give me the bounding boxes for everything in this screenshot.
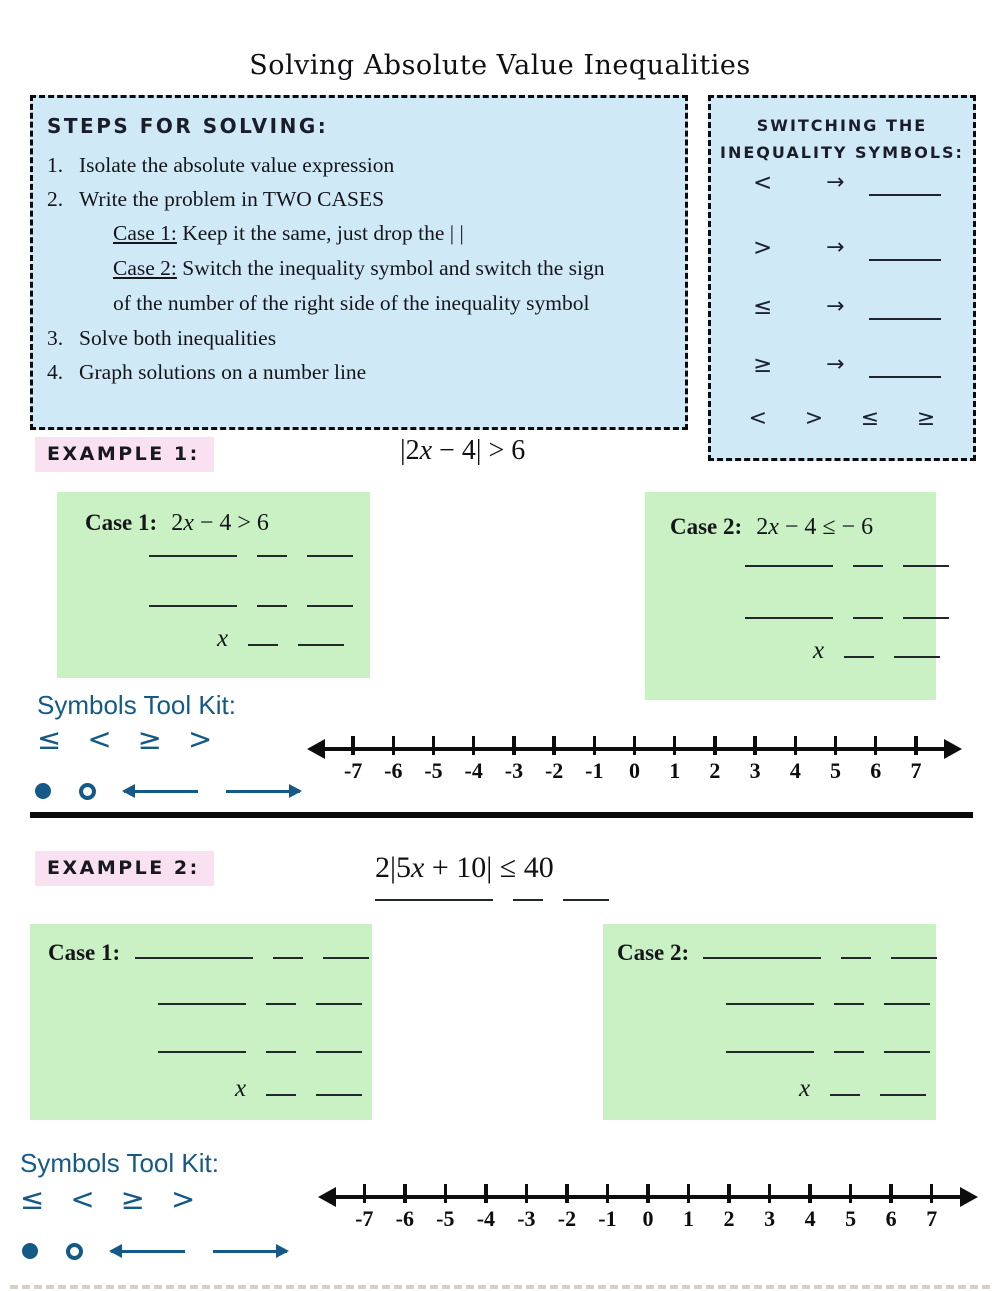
work-blank-row: [726, 1050, 930, 1053]
numberline-tick-label: -1: [574, 733, 614, 784]
work-blank[interactable]: [834, 1050, 864, 1053]
work-blank-row: [745, 616, 949, 619]
case2-heading: [617, 940, 689, 966]
work-blank-row: [158, 1002, 362, 1005]
numberline-tick-label: -2: [547, 1181, 588, 1232]
work-blank[interactable]: [316, 1002, 362, 1005]
work-blank-row: [149, 604, 353, 607]
work-blank[interactable]: [135, 956, 253, 959]
right-arrow-icon: →: [826, 352, 845, 377]
example2-case1-box: [30, 924, 372, 1120]
case1-heading: [48, 940, 120, 966]
work-blank[interactable]: [149, 554, 237, 557]
page-title: Solving Absolute Value Inequalities: [249, 50, 751, 81]
example2-equation: [375, 851, 554, 885]
closed-dot-icon[interactable]: [35, 783, 51, 799]
example2-case2-box: [603, 924, 936, 1120]
example1-equation: [400, 435, 525, 467]
equation-variable: x: [419, 435, 433, 466]
example1-case1-box: [57, 492, 370, 678]
case1-label: Case 1:: [85, 510, 158, 535]
numberline-tick-label: 5: [815, 733, 855, 784]
left-ray-icon[interactable]: [124, 790, 198, 793]
work-blank[interactable]: [323, 956, 369, 959]
switching-symbols-box: [708, 95, 976, 461]
equation-part: 2|5: [375, 851, 412, 884]
work-blank[interactable]: [257, 604, 287, 607]
answer-blank[interactable]: [316, 1093, 362, 1096]
work-blank[interactable]: [841, 956, 871, 959]
steps-case1-line: [113, 216, 673, 251]
case2-label: Case 2:: [617, 940, 690, 965]
answer-blank[interactable]: [248, 643, 278, 646]
switching-heading: [711, 112, 973, 166]
case2-label: Case 2:: [113, 256, 177, 280]
work-blank[interactable]: [703, 956, 821, 959]
switch-row-lt: [711, 170, 973, 204]
toolkit1-title: Symbols Tool Kit:: [37, 690, 236, 720]
work-blank[interactable]: [266, 1002, 296, 1005]
steps-box: [30, 95, 688, 430]
work-blank[interactable]: [158, 1050, 246, 1053]
case2-label: Case 2:: [670, 514, 743, 539]
numberline-tick-label: 1: [668, 1181, 709, 1232]
symbol-option-token[interactable]: <: [748, 406, 768, 431]
work-blank[interactable]: [903, 564, 949, 567]
numberline-tick-label: -6: [385, 1181, 426, 1232]
switch-row-gt: [711, 235, 973, 269]
toolkit-symbol-token[interactable]: ≤: [20, 1182, 45, 1216]
numberline-tick-label: 3: [735, 733, 775, 784]
work-blank[interactable]: [266, 1050, 296, 1053]
right-arrow-icon: →: [826, 170, 845, 195]
steps-case2-line: [113, 251, 673, 286]
work-blank[interactable]: [273, 956, 303, 959]
numberline-tick-label: 0: [628, 1181, 669, 1232]
equation-part: |2: [400, 435, 420, 466]
switching-heading-line2: INEQUALITY SYMBOLS:: [720, 143, 964, 162]
answer-blank[interactable]: [844, 655, 874, 658]
solution-row: [235, 1075, 362, 1102]
right-arrow-icon: →: [826, 235, 845, 260]
work-blank[interactable]: [834, 1002, 864, 1005]
equation-variable: x: [411, 851, 425, 884]
work-blank[interactable]: [745, 564, 833, 567]
switch-row-le: [711, 294, 973, 328]
equation-part: + 10| ≤ 40: [424, 851, 554, 884]
work-blank[interactable]: [513, 898, 543, 901]
closed-dot-icon[interactable]: [22, 1243, 38, 1259]
work-blank[interactable]: [891, 956, 937, 959]
case1-label: Case 1:: [48, 940, 121, 965]
step-item-4: [45, 355, 673, 389]
numberline-tick-label: 2: [709, 1181, 750, 1232]
left-ray-icon[interactable]: [111, 1250, 185, 1253]
numberline-tick-label: -3: [506, 1181, 547, 1232]
work-blank[interactable]: [745, 616, 833, 619]
work-blank[interactable]: [375, 898, 493, 901]
numberline-tick-label: -1: [587, 1181, 628, 1232]
switch-symbol-options: [711, 406, 973, 431]
numberline-ticks: [333, 733, 936, 784]
numberline-tick-label: 6: [871, 1181, 912, 1232]
numberline-tick-label: -3: [494, 733, 534, 784]
work-blank-row: [149, 554, 353, 557]
symbol-option-token[interactable]: ≥: [916, 406, 936, 431]
toolkit2-title: Symbols Tool Kit:: [20, 1148, 219, 1178]
toolkit-symbol-token[interactable]: ≥: [137, 722, 162, 756]
toolkit-symbol-token[interactable]: <: [70, 1182, 95, 1216]
work-blank-row: [726, 1002, 930, 1005]
right-ray-icon[interactable]: [226, 790, 300, 793]
solution-row: [813, 637, 940, 664]
answer-blank[interactable]: [298, 643, 344, 646]
work-blank-row: [703, 956, 937, 959]
work-blank[interactable]: [884, 1050, 930, 1053]
step-item-1: [45, 148, 673, 182]
numberline-ticks: [344, 1181, 952, 1232]
symbol-option-token[interactable]: >: [804, 406, 824, 431]
toolkit1-symbols: [37, 722, 212, 756]
step-item-3: [45, 321, 673, 355]
step-text: Graph solutions on a number line: [79, 360, 367, 384]
step-item-2: [45, 182, 673, 216]
work-blank-row: [745, 564, 949, 567]
switching-heading-line1: SWITCHING THE: [756, 116, 928, 135]
switch-answer-blank-le[interactable]: [869, 318, 941, 320]
equation-part: − 4 ≤ − 6: [778, 514, 874, 540]
step-text: Write the problem in TWO CASES: [79, 187, 385, 211]
example1-case2-box: [645, 492, 936, 700]
numberline-tick-label: -7: [333, 733, 373, 784]
work-blank[interactable]: [884, 1002, 930, 1005]
work-blank-row: [158, 1050, 362, 1053]
step-number: 1.: [47, 153, 64, 177]
numberline-tick-label: 5: [830, 1181, 871, 1232]
example2-isolate-blank-row: [375, 898, 609, 901]
answer-blank[interactable]: [266, 1093, 296, 1096]
equation-part: − 4 > 6: [193, 510, 269, 536]
next-box-edge: [10, 1285, 990, 1289]
numberline-tick-label: 2: [695, 733, 735, 784]
step-text: Isolate the absolute value expression: [79, 153, 395, 177]
toolkit-symbol-token[interactable]: ≥: [120, 1182, 145, 1216]
step-number: 4.: [47, 360, 64, 384]
numberline-tick-label: -5: [425, 1181, 466, 1232]
example2-label: EXAMPLE 2:: [35, 851, 214, 886]
lt-symbol: <: [753, 170, 773, 196]
toolkit2-symbols: [20, 1182, 195, 1216]
le-symbol: ≤: [753, 294, 773, 320]
numberline-tick-label: 4: [775, 733, 815, 784]
case2-text: Switch the inequality symbol and switch the sign: [176, 256, 605, 280]
right-arrow-icon: →: [826, 294, 845, 319]
switch-answer-blank-gt[interactable]: [869, 259, 941, 261]
step-number: 2.: [47, 187, 64, 211]
numberline-tick-label: 0: [614, 733, 654, 784]
step-number: 3.: [47, 326, 64, 350]
equation-part: 2: [171, 510, 184, 536]
numberline-tick-label: -2: [534, 733, 574, 784]
work-blank[interactable]: [158, 1002, 246, 1005]
case1-label: Case 1:: [113, 221, 177, 245]
section-divider: [30, 812, 973, 818]
solution-row: [217, 625, 344, 652]
toolkit1-graph-tokens: [35, 780, 300, 802]
x-variable: x: [799, 1075, 811, 1102]
work-blank[interactable]: [307, 604, 353, 607]
equation-part: − 4| > 6: [432, 435, 526, 466]
answer-blank[interactable]: [830, 1093, 860, 1096]
work-blank[interactable]: [726, 1050, 814, 1053]
numberline-tick-label: -7: [344, 1181, 385, 1232]
answer-blank[interactable]: [894, 655, 940, 658]
switch-answer-blank-ge[interactable]: [869, 376, 941, 378]
toolkit-symbol-token[interactable]: >: [187, 722, 213, 756]
numberline-tick-label: 4: [790, 1181, 831, 1232]
work-blank[interactable]: [853, 564, 883, 567]
switch-row-ge: [711, 352, 973, 386]
equation-variable: x: [183, 510, 194, 536]
equation-part: 2: [756, 514, 769, 540]
case1-heading: [85, 510, 269, 537]
numberline-tick-label: -4: [466, 1181, 507, 1232]
work-blank[interactable]: [307, 554, 353, 557]
toolkit-symbol-token[interactable]: ≤: [37, 722, 62, 756]
x-variable: x: [235, 1075, 247, 1102]
numberline-tick-label: -6: [373, 733, 413, 784]
answer-blank[interactable]: [880, 1093, 926, 1096]
toolkit-symbol-token[interactable]: <: [87, 722, 112, 756]
numberline-tick-label: 7: [896, 733, 936, 784]
switch-answer-blank-lt[interactable]: [869, 194, 941, 196]
work-blank[interactable]: [903, 616, 949, 619]
x-variable: x: [813, 637, 825, 664]
numberline-tick-label: -4: [454, 733, 494, 784]
numberline-tick-label: -5: [413, 733, 453, 784]
example1-label: EXAMPLE 1:: [35, 437, 214, 472]
solution-row: [799, 1075, 926, 1102]
x-variable: x: [217, 625, 229, 652]
work-blank[interactable]: [316, 1050, 362, 1053]
numberline-example2[interactable]: [318, 1181, 978, 1243]
numberline-tick-label: 6: [856, 733, 896, 784]
step-text: Solve both inequalities: [79, 326, 277, 350]
case2-heading: [670, 514, 873, 541]
open-dot-icon[interactable]: [79, 783, 96, 800]
equation-variable: x: [768, 514, 779, 540]
numberline-tick-label: 1: [655, 733, 695, 784]
work-blank[interactable]: [257, 554, 287, 557]
open-dot-icon[interactable]: [66, 1243, 83, 1260]
right-ray-icon[interactable]: [213, 1250, 287, 1253]
work-blank[interactable]: [563, 898, 609, 901]
work-blank[interactable]: [853, 616, 883, 619]
work-blank-row: [135, 956, 369, 959]
work-blank[interactable]: [726, 1002, 814, 1005]
case1-text: Keep it the same, just drop the | |: [176, 221, 464, 245]
gt-symbol: >: [753, 235, 773, 261]
symbol-option-token[interactable]: ≤: [860, 406, 880, 431]
numberline-tick-label: 7: [911, 1181, 952, 1232]
ge-symbol: ≥: [753, 352, 773, 378]
numberline-tick-label: 3: [749, 1181, 790, 1232]
toolkit2-graph-tokens: [22, 1240, 287, 1262]
work-blank[interactable]: [149, 604, 237, 607]
numberline-example1[interactable]: [307, 733, 962, 795]
toolkit-symbol-token[interactable]: >: [170, 1182, 196, 1216]
steps-case2-continuation: of the number of the right side of the inequality symbol: [113, 291, 590, 315]
steps-heading: STEPS FOR SOLVING:: [47, 114, 329, 138]
